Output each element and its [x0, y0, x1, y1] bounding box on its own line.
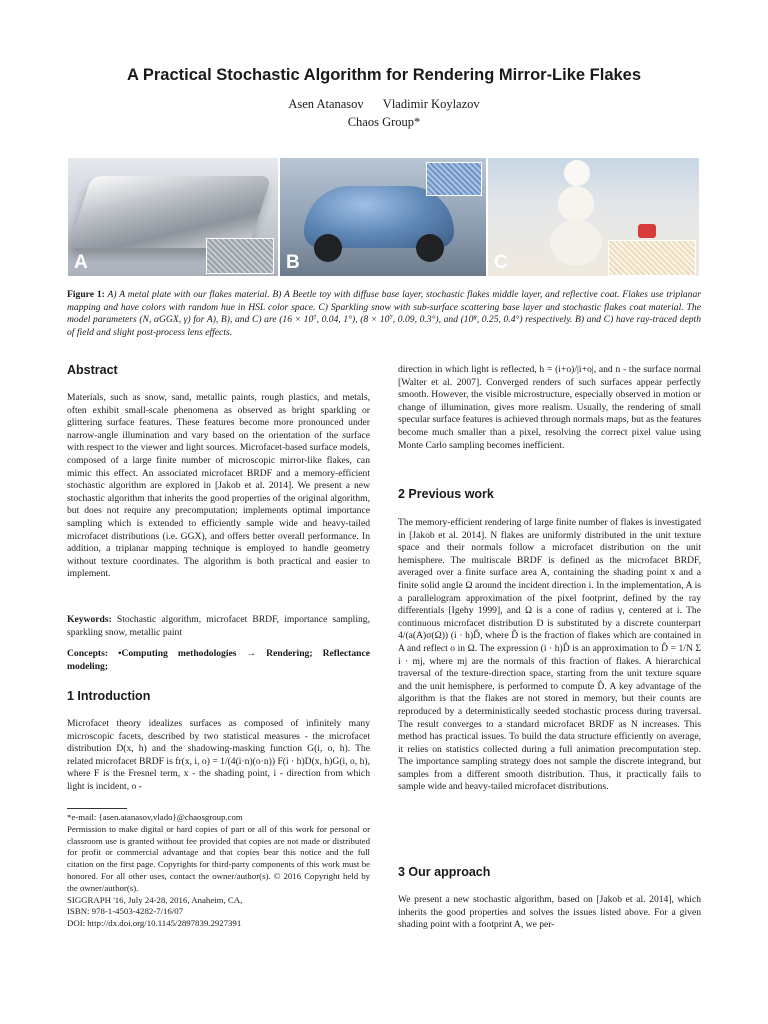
red-bucket	[638, 224, 656, 238]
affiliation: Chaos Group*	[347, 115, 421, 129]
footnote-isbn: ISBN: 978-1-4503-4282-7/16/07	[67, 906, 184, 917]
keywords-label: Keywords:	[67, 614, 112, 625]
panel-label: A	[74, 252, 88, 273]
footnote-email: *e-mail: {asen.atanasov,vlado}@chaosgroup.com	[67, 812, 243, 822]
snowman-image	[550, 220, 602, 266]
keywords	[67, 614, 370, 639]
figure-panel-b	[280, 158, 486, 276]
footnote-venue: SIGGRAPH '16, July 24-28, 2016, Anaheim, CA,	[67, 894, 243, 905]
concepts-text: •Computing methodologies → Rendering; Reflectance modeling;	[67, 648, 370, 672]
zoom-inset	[426, 162, 482, 196]
wheel	[416, 234, 444, 262]
wheel	[314, 234, 342, 262]
previous-work-text: The memory-efficient rendering of large finite number of flakes is investigated in [Jakob et al. 2014]. N flakes are uniformly distributed in the unit texture space and their normals follow a microfacet distribution on the unit hemisphere. The multiscale BRDF is defined as the microfacet BRDF, averaged over a finite surface area A, containing the shading point x and a finite solid angle Ω around the incident direction i. In the implementation, A is a parallelogram approximation of the pixel footprint, defined by the ray differentials [Igehy 1999], and Ω is a cone of radius γ, centered at i. The continuous microfacet distribution D is substituted by a discrete counterpart 4/(a(A)σ(Ω)) (i · h)D̂, where D̂ is the fraction of flakes which are contained in A and reflect o in Ω. The expression (i · h)D̂ is an approximation to D̂ = 1/N Σ i · mj, where mj are the normals of this fraction of flakes. A hierarchical traversal of the texture-direction space, starting from the unit texture square and the unit hemisphere, is performed to compute D̂. A key advantage of the algorithm is that the flakes are not stored in memory, but their counts are reproduced by a deterministically seeded stochastic process during traversal. The result converges to a standard microfacet BRDF as N increases. This method has practical issues. To build the data structure efficiently on average, it relies on statistics collected during a full animation precomputation step. The importance sampling strategy does not sample the discrete integrand, but samples from a different smooth distribution. Thus, it practically fails to sample wide and heavy-tailed microfacet distributions.	[398, 517, 701, 793]
keywords-text: Stochastic algorithm, microfacet BRDF, importance sampling, sparkling snow, metallic paint	[67, 614, 370, 638]
zoom-inset	[608, 240, 696, 276]
footnote-rule	[67, 808, 127, 809]
caption-label: Figure 1:	[67, 289, 105, 300]
intro-continued: direction in which light is reflected, h = (i+o)/|i+o|, and n - the surface normal [Walter et al. 2007]. Converged renders of such surfaces appear perfectly smooth. However, the visible microstructure, especially observed in motion or change of illumination, gives more realism. Usually, the rendering of small specular surface features is achieved through normals maps, but as the features become much smaller than a pixel, resolving the correct pixel value using Monte Carlo sampling becomes inefficient.	[398, 364, 701, 451]
our-approach-text: We present a new stochastic algorithm, based on [Jakob et al. 2014], which inherits the good properties and solves the issues listed above. For a given shading point with a footprint A, we per-	[398, 894, 701, 931]
paper-title: A Practical Stochastic Algorithm for Rendering Mirror-Like Flakes	[126, 66, 642, 84]
author: Vladimir Koylazov	[382, 97, 480, 111]
zoom-inset	[206, 238, 274, 274]
figure-panel-a	[68, 158, 278, 276]
footnote	[67, 812, 370, 930]
author: Asen Atanasov	[288, 97, 364, 111]
our-approach-heading: 3 Our approach	[398, 865, 491, 879]
abstract-text: Materials, such as snow, sand, metallic paints, rough plastics, and metals, often exhibit small-scale phenomena as observed as bright sparkling or glittering surface features. These features become more pronounced under narrow-angle illumination and vary based on the orientation of the surface with respect to the viewer and light sources. Microfacet-based surface models, composed of a large finite number of microscopic mirror-like flakes, can mimic this effect. An associated microfacet BRDF and a memory-efficient stochastic algorithm are explored in [Jakob et al. 2014]. We present a new stochastic algorithm that inherits the good properties of the original algorithm, but does not require any precomputation; implements optimal importance sampling which is extended to efficiently sample wide and heavy-tailed microfacet distributions (i.e. GGX), and offers better overall performance. In addition, a triplanar mapping technique is employed to handle geometry without texture coordinates. The algorithm is both practical and easier to implement.	[67, 392, 370, 580]
caption-text: A) A metal plate with our flakes material. B) A Beetle toy with diffuse base layer, stochastic flakes middle layer, and reflective coat. Flakes use triplanar mapping and have colors with random hue in HSL color space. C) Sparkling snow with sub-surface scattering base layer and stochastic flakes coat material. The model parameters (N, αGGX, γ) for A), B), and C) are (16 × 10⁷, 0.04, 1°), (8 × 10⁷, 0.09, 0.3°), and (10⁸, 0.25, 0.4°) respectively. B) and C) have ray-traced depth of field and slight post-process lens effects.	[67, 289, 701, 338]
concepts-label: Concepts:	[67, 648, 109, 659]
concepts	[67, 648, 370, 673]
snowman-image	[564, 160, 590, 186]
figure-caption	[67, 289, 701, 339]
previous-work-heading: 2 Previous work	[398, 487, 494, 501]
footnote-doi: DOI: http://dx.doi.org/10.1145/2897839.2927391	[67, 918, 242, 929]
abstract-heading: Abstract	[67, 363, 118, 377]
panel-label: B	[286, 252, 300, 273]
intro-text: Microfacet theory idealizes surfaces as composed of infinitely many microscopic facets, described by two statistical measures - the microfacet distribution D(x, h) and the shadowing-masking function G(i, o, h). The related microfacet BRDF is fr(x, i, o) = 1/(4(i·n)(o·n)) F(i · h)D(x, h)G(i, o, h), where F is the Fresnel term, x - the shading point, i - direction from which light is incident, o -	[67, 718, 370, 792]
intro-heading: 1 Introduction	[67, 689, 151, 703]
footnote-permission: Permission to make digital or hard copies of part or all of this work for personal or classroom use is granted without fee provided that copies are not made or distributed for profit or commercial advantage and that copies bear this notice and the full citation on the first page. Copyrights for third-party components of this work must be honored. For all other uses, contact the owner/author(s). © 2016 Copyright held by the owner/author(s).	[67, 823, 370, 893]
snowman-image	[558, 186, 594, 222]
figure-panel-c	[488, 158, 699, 276]
authors	[0, 97, 768, 112]
panel-label: C	[494, 252, 508, 273]
